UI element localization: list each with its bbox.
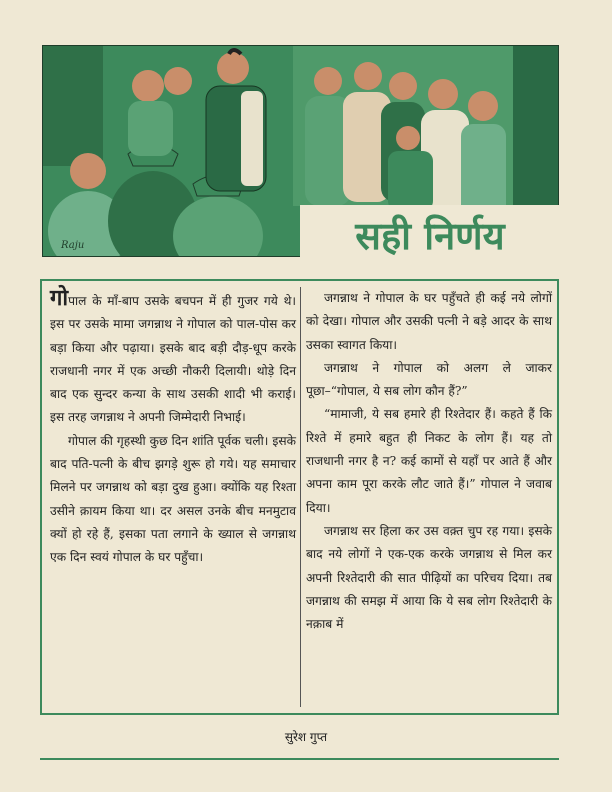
dropcap-letter: गो [50,285,69,311]
author-credit: सुरेश गुप्त [284,730,328,744]
paragraph-4: जगन्नाथ ने गोपाल को अलग ले जाकर पूछा–“गोपाल, ये सब लोग कौन हैं?” [306,360,552,399]
story-text-box [40,279,559,715]
paragraph-1 [50,287,296,430]
paragraph-1-text: पाल के माँ-बाप उसके बचपन में ही गुजर गये थे। इस पर उसके मामा जगन्नाथ ने गोपाल को पाल-पोस कर बड़ा किया और पढ़ाया। इसके बाद बड़ी दौड़-धूप करके राजधानी नगर में एक अच्छी नौकरी दिलायी। थोड़े दिन बाद एक सुन्दर कन्या के साथ उसकी शादी भी कराई। इस तरह जगन्नाथ ने अपनी जिम्मेदारी निभाई। [50,294,296,425]
bottom-rule [40,758,559,760]
column-divider [300,287,301,707]
story-title: सही निर्णय [300,205,560,265]
story-left-column [50,287,296,570]
paragraph-3: जगन्नाथ ने गोपाल के घर पहुँचते ही कई नये लोगों को देखा। गोपाल और उसकी पत्नी ने बड़े आदर के साथ उसका स्वागत किया। [306,291,552,352]
illustrator-signature: Raju [61,240,85,251]
paragraph-2: गोपाल की गृहस्थी कुछ दिन शांति पूर्वक चली। इसके बाद पति-पत्नी के बीच झगड़े शुरू हो गये। यह समाचार मिलने पर जगन्नाथ को बड़ा दुख हुआ। क्योंकि यह रिश्ता उसीने क़ायम किया था। दर असल उनके बीच मनमुटाव क्यों हो रहे हैं, इसका पता लगाने के ख्याल से जगन्नाथ एक दिन स्वयं गोपाल के घर पहुँचा। [50,433,296,565]
paragraph-6: जगन्नाथ सर हिला कर उस वक़्त चुप रह गया। इसके बाद नये लोगों ने एक-एक करके जगन्नाथ से मिल कर अपनी रिश्तेदारी की सात पीढ़ियों का परिचय दिया। तब जगन्नाथ की समझ में आया कि ये सब लोग रिश्तेदारी के नक़ाब में [306,523,552,632]
story-right-column [306,287,552,636]
paragraph-5: “मामाजी, ये सब हमारे ही रिश्तेदार हैं। कहते हैं कि रिश्ते में हमारे बहुत ही निकट के लोग हैं। यह तो राजधानी नगर है न? कई कामों से यहाँ पर आते हैं और अपना काम पूरा करके लौट जाते हैं।” गोपाल ने जवाब दिया। [306,407,552,515]
